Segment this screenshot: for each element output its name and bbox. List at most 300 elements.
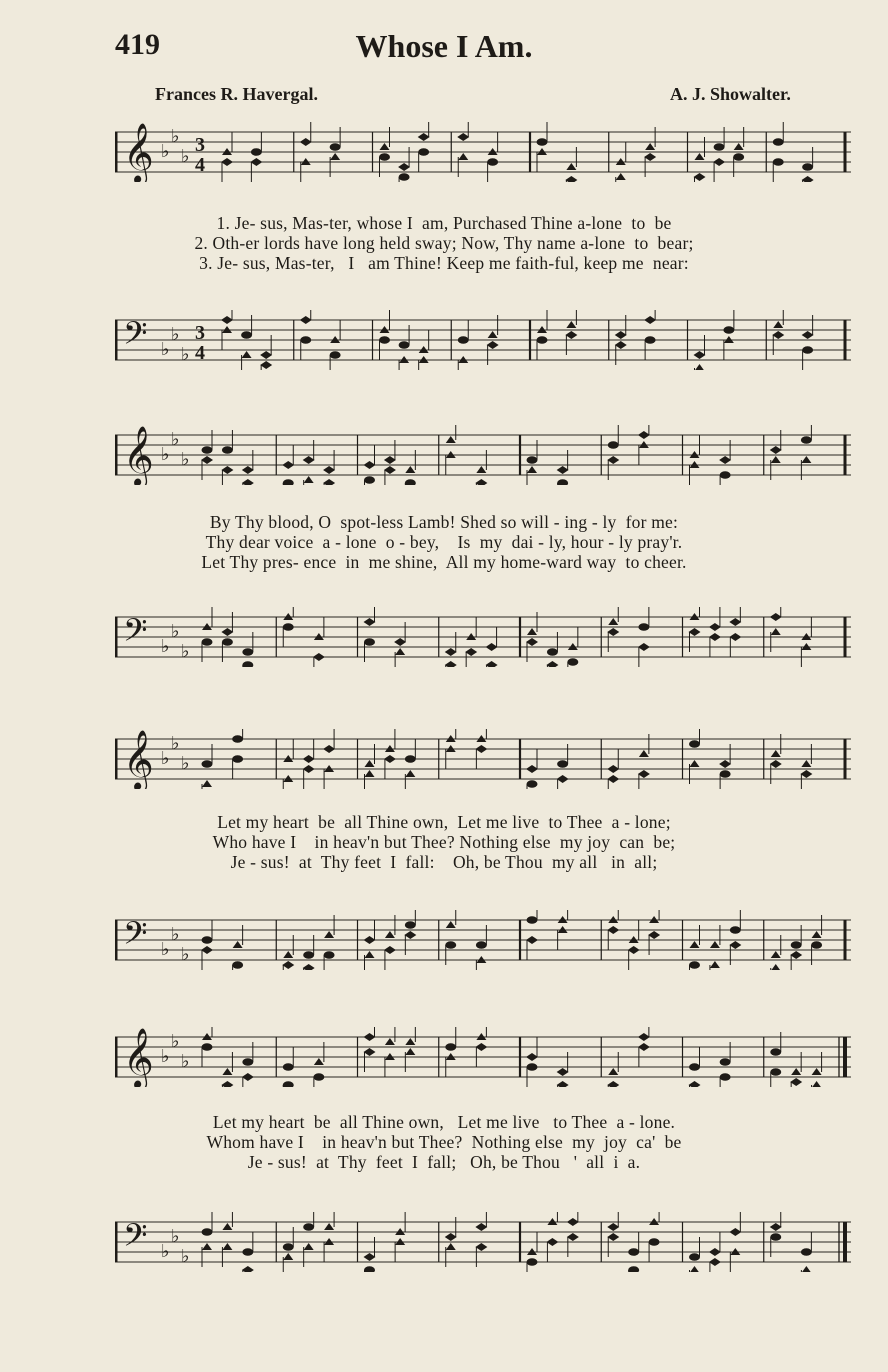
note-head-icon (567, 658, 578, 666)
system-1-lyrics (0, 213, 888, 273)
note-head-icon (313, 1073, 324, 1081)
note-head-icon (222, 1243, 232, 1250)
treble-clef-icon: 𝄞 (123, 123, 154, 182)
svg-text:3: 3 (195, 134, 205, 156)
note-head-icon (314, 1058, 324, 1065)
note-head-icon (689, 961, 700, 969)
note-head-icon (251, 148, 262, 156)
note-head-icon (771, 750, 781, 757)
note-head-icon (527, 1063, 538, 1071)
note-head-icon (241, 331, 252, 339)
note-head-icon (526, 936, 538, 944)
note-head-icon (773, 321, 783, 328)
note-head-icon (202, 936, 213, 944)
flat-icon: ♭ (161, 939, 170, 960)
note-head-icon (710, 941, 720, 948)
system-1-treble-staff (115, 122, 855, 182)
note-head-icon (242, 1266, 254, 1272)
note-head-icon (565, 331, 577, 339)
note-head-icon (324, 951, 335, 959)
note-head-icon (565, 176, 577, 182)
note-head-icon (790, 951, 802, 959)
note-head-icon (418, 148, 429, 156)
note-head-icon (770, 1233, 781, 1241)
note-head-icon (486, 661, 498, 667)
note-head-icon (282, 461, 294, 469)
bass-staff-lines (115, 1212, 855, 1272)
note-head-icon (384, 456, 396, 464)
note-head-icon (628, 1266, 639, 1272)
note-head-icon (557, 1068, 569, 1076)
note-head-icon (689, 740, 700, 748)
flat-icon: ♭ (181, 641, 190, 662)
note-head-icon (802, 346, 813, 354)
lyric-verse-1: Let my heart be all Thine own, Let me live to Thee a - lone; (217, 812, 671, 832)
note-head-icon (446, 921, 456, 928)
note-head-icon (527, 1258, 538, 1266)
note-head-icon (222, 1223, 232, 1230)
note-head-icon (324, 1223, 334, 1230)
note-head-icon (790, 1078, 802, 1086)
note-head-icon (645, 336, 656, 344)
note-head-icon (770, 760, 782, 768)
note-head-icon (709, 1258, 721, 1266)
note-head-icon (458, 153, 468, 160)
note-head-icon (304, 1243, 314, 1250)
note-head-icon (770, 1068, 781, 1076)
note-head-icon (537, 138, 548, 146)
note-head-icon (379, 336, 390, 344)
note-head-icon (242, 661, 253, 667)
note-head-icon (557, 479, 568, 485)
note-head-icon (527, 466, 537, 473)
note-head-icon (719, 456, 731, 464)
note-head-icon (649, 1238, 660, 1246)
note-head-icon (800, 770, 812, 778)
note-head-icon (242, 1073, 254, 1081)
note-head-icon (566, 321, 576, 328)
note-head-icon (720, 1073, 731, 1081)
note-head-icon (303, 755, 315, 763)
note-head-icon (283, 951, 293, 958)
flat-icon: ♭ (181, 1246, 190, 1267)
bass-clef-icon: 𝄢 (123, 1217, 148, 1261)
note-head-icon (714, 143, 725, 151)
note-head-icon (303, 951, 314, 959)
system-3-lyrics (0, 812, 888, 872)
note-head-icon (771, 628, 781, 635)
note-head-icon (395, 648, 405, 655)
system-2-bass-staff (115, 607, 855, 667)
lyric-verse-2: Who have I in heav'n but Thee? Nothing else my joy can be; (212, 832, 676, 852)
lyric-verse-3: Let Thy pres- ence in me shine, All my home-ward way to cheer. (201, 552, 687, 572)
note-head-icon (802, 163, 813, 171)
note-head-icon (405, 1038, 415, 1045)
note-head-icon (475, 745, 487, 753)
note-head-icon (404, 931, 416, 939)
note-head-icon (607, 1233, 619, 1241)
note-head-icon (242, 479, 254, 485)
flat-icon: ♭ (161, 636, 170, 657)
note-head-icon (615, 331, 627, 339)
note-head-icon (221, 316, 233, 324)
note-head-icon (770, 1223, 782, 1231)
note-head-icon (303, 964, 315, 970)
note-head-icon (380, 143, 390, 150)
note-head-icon (615, 341, 627, 349)
system-3-bass-staff (115, 910, 855, 970)
note-head-icon (323, 479, 335, 485)
note-head-icon (720, 471, 731, 479)
note-head-icon (811, 941, 822, 949)
page-number: 419 (115, 28, 160, 61)
note-head-icon (729, 633, 741, 641)
treble-staff-lines (115, 729, 855, 789)
note-head-icon (644, 153, 656, 161)
lyricist-credit: Frances R. Havergal. (155, 84, 318, 104)
note-head-icon (773, 138, 784, 146)
flat-icon: ♭ (171, 1226, 180, 1247)
note-head-icon (638, 431, 650, 439)
note-head-icon (487, 341, 499, 349)
note-head-icon (324, 931, 334, 938)
flat-icon: ♭ (171, 126, 180, 147)
note-head-icon (734, 143, 744, 150)
note-head-icon (232, 961, 243, 969)
note-head-icon (801, 1266, 811, 1272)
note-head-icon (628, 1248, 639, 1256)
flat-icon: ♭ (161, 339, 170, 360)
note-head-icon (457, 133, 469, 141)
note-head-icon (399, 173, 410, 181)
note-head-icon (710, 961, 720, 968)
lyric-verse-1: By Thy blood, O spot-less Lamb! Shed so will - ing - ly for me: (209, 512, 679, 532)
note-head-icon (689, 1253, 700, 1261)
note-head-icon (546, 661, 558, 667)
note-head-icon (445, 941, 456, 949)
note-head-icon (201, 946, 213, 954)
flat-icon: ♭ (171, 1031, 180, 1052)
note-head-icon (771, 456, 781, 463)
note-head-icon (233, 941, 243, 948)
note-head-icon (242, 648, 253, 656)
flat-icon: ♭ (161, 748, 170, 769)
note-head-icon (557, 1081, 569, 1087)
note-head-icon (323, 745, 335, 753)
treble-staff-lines (115, 1027, 855, 1087)
note-head-icon (202, 1228, 213, 1236)
note-head-icon (405, 466, 415, 473)
treble-clef-icon: 𝄞 (123, 1028, 154, 1087)
note-head-icon (405, 1048, 415, 1055)
treble-staff-lines (115, 425, 855, 485)
note-head-icon (801, 760, 811, 767)
note-head-icon (283, 479, 294, 485)
note-head-icon (303, 456, 315, 464)
note-head-icon (399, 341, 410, 349)
note-head-icon (689, 1063, 700, 1071)
note-head-icon (260, 351, 272, 359)
note-head-icon (283, 1243, 294, 1251)
note-head-icon (394, 638, 406, 646)
note-head-icon (405, 479, 416, 485)
note-head-icon (771, 964, 781, 970)
system-4-bass-staff (115, 1212, 855, 1272)
note-head-icon (695, 364, 705, 370)
note-head-icon (405, 755, 416, 763)
note-head-icon (557, 775, 569, 783)
note-head-icon (202, 1043, 213, 1051)
note-head-icon (222, 638, 233, 646)
note-head-icon (689, 1081, 701, 1087)
note-head-icon (812, 1068, 822, 1075)
note-head-icon (365, 770, 375, 777)
note-head-icon (608, 618, 618, 625)
note-head-icon (607, 775, 619, 783)
note-head-icon (527, 916, 538, 924)
note-head-icon (537, 336, 548, 344)
note-head-icon (202, 446, 213, 454)
note-head-icon (445, 1043, 456, 1051)
bass-staff-lines (115, 310, 855, 370)
note-head-icon (607, 628, 619, 636)
note-head-icon (566, 163, 576, 170)
flat-icon: ♭ (161, 141, 170, 162)
note-head-icon (526, 1053, 538, 1061)
note-head-icon (221, 628, 233, 636)
note-head-icon (729, 618, 741, 626)
note-head-icon (446, 436, 456, 443)
note-head-icon (384, 946, 396, 954)
flat-icon: ♭ (161, 1241, 170, 1262)
note-head-icon (330, 153, 340, 160)
note-head-icon (567, 1233, 579, 1241)
note-head-icon (405, 770, 415, 777)
note-head-icon (690, 1266, 700, 1272)
note-head-icon (607, 926, 619, 934)
note-head-icon (202, 638, 213, 646)
note-head-icon (527, 780, 538, 788)
note-head-icon (364, 618, 376, 626)
note-head-icon (242, 351, 252, 358)
note-head-icon (465, 648, 477, 656)
lyric-verse-2: Thy dear voice a - lone o - bey, Is my dai - ly, hour - ly pray'r. (205, 532, 683, 552)
note-head-icon (709, 633, 721, 641)
note-head-icon (418, 133, 430, 141)
note-head-icon (364, 1033, 376, 1041)
note-head-icon (771, 951, 781, 958)
hymn-title: Whose I Am. (355, 28, 533, 64)
flat-icon: ♭ (171, 324, 180, 345)
lyric-verse-1: 1. Je- sus, Mas-ter, whose I am, Purchased Thine a-lone to be (216, 213, 672, 233)
note-head-icon (729, 941, 741, 949)
lyric-verse-1: Let my heart be all Thine own, Let me live to Thee a - lone. (212, 1112, 676, 1132)
note-head-icon (364, 476, 375, 484)
note-head-icon (283, 1081, 294, 1087)
note-head-icon (364, 1048, 376, 1056)
note-head-icon (475, 1223, 487, 1231)
flat-icon: ♭ (171, 924, 180, 945)
note-head-icon (475, 1243, 487, 1251)
lyric-verse-3: Je - sus! at Thy feet I fall: Oh, be Thou my all in all; (230, 852, 658, 872)
note-head-icon (365, 760, 375, 767)
note-head-icon (730, 926, 741, 934)
note-head-icon (690, 760, 700, 767)
lyric-verse-2: Whom have I in heav'n but Thee? Nothing else my joy ca' be (206, 1132, 682, 1152)
note-head-icon (304, 476, 314, 483)
note-head-icon (770, 1048, 781, 1056)
note-head-icon (723, 326, 734, 334)
note-head-icon (250, 158, 262, 166)
note-head-icon (608, 1068, 618, 1075)
note-head-icon (475, 479, 487, 485)
note-head-icon (526, 638, 538, 646)
note-head-icon (202, 780, 212, 787)
note-head-icon (812, 931, 822, 938)
note-head-icon (709, 1248, 721, 1256)
note-head-icon (384, 466, 396, 474)
bass-clef-icon: 𝄢 (123, 612, 148, 656)
flat-icon: ♭ (171, 621, 180, 642)
note-head-icon (222, 446, 233, 454)
note-head-icon (791, 941, 802, 949)
note-head-icon (801, 436, 812, 444)
flat-icon: ♭ (181, 753, 190, 774)
note-head-icon (720, 1058, 731, 1066)
note-head-icon (242, 1248, 253, 1256)
note-head-icon (546, 1238, 558, 1246)
note-head-icon (202, 760, 213, 768)
note-head-icon (487, 158, 498, 166)
note-head-icon (638, 1043, 650, 1051)
system-2-lyrics (0, 512, 888, 572)
svg-text:3: 3 (195, 322, 205, 344)
note-head-icon (527, 456, 538, 464)
note-head-icon (567, 1218, 579, 1226)
flat-icon: ♭ (171, 733, 180, 754)
svg-text:4: 4 (195, 342, 205, 364)
note-head-icon (385, 1038, 395, 1045)
bass-staff-lines (115, 910, 855, 970)
flat-icon: ♭ (181, 449, 190, 470)
note-head-icon (283, 1253, 293, 1260)
system-1-bass-staff (115, 310, 855, 370)
system-2-treble-staff (115, 425, 855, 485)
note-head-icon (719, 760, 731, 768)
note-head-icon (330, 143, 341, 151)
bass-clef-icon: 𝄢 (123, 315, 148, 359)
note-head-icon (713, 158, 725, 166)
note-head-icon (384, 755, 396, 763)
note-head-icon (791, 1068, 801, 1075)
note-head-icon (232, 755, 243, 763)
note-head-icon (303, 1223, 314, 1231)
note-head-icon (365, 951, 375, 958)
note-head-icon (385, 931, 395, 938)
note-head-icon (282, 961, 294, 969)
note-head-icon (616, 173, 626, 180)
system-4-treble-staff (115, 1027, 855, 1087)
composer-credit: A. J. Showalter. (670, 84, 791, 104)
note-head-icon (801, 1248, 812, 1256)
note-head-icon (812, 1081, 822, 1087)
note-head-icon (476, 466, 486, 473)
note-head-icon (476, 941, 487, 949)
note-head-icon (445, 1233, 457, 1241)
note-head-icon (242, 466, 254, 474)
note-head-icon (628, 946, 640, 954)
note-head-icon (379, 153, 390, 161)
note-head-icon (638, 770, 650, 778)
treble-clef-icon: 𝄞 (123, 730, 154, 789)
note-head-icon (475, 1043, 487, 1051)
note-head-icon (364, 1266, 375, 1272)
note-head-icon (221, 466, 233, 474)
note-head-icon (644, 316, 656, 324)
note-head-icon (639, 750, 649, 757)
note-head-icon (300, 316, 312, 324)
note-head-icon (232, 735, 243, 743)
note-head-icon (695, 153, 705, 160)
note-head-icon (773, 158, 784, 166)
treble-clef-icon: 𝄞 (123, 426, 154, 485)
note-head-icon (607, 1081, 619, 1087)
note-head-icon (709, 623, 721, 631)
note-head-icon (201, 456, 213, 464)
lyric-verse-3: Je - sus! at Thy feet I fall; Oh, be Thou ' all i a. (247, 1152, 641, 1172)
note-head-icon (527, 628, 537, 635)
note-head-icon (557, 760, 568, 768)
note-head-icon (638, 623, 649, 631)
flat-icon: ♭ (161, 1046, 170, 1067)
note-head-icon (300, 336, 311, 344)
note-head-icon (607, 1223, 619, 1231)
note-head-icon (221, 158, 233, 166)
note-head-icon (729, 1228, 741, 1236)
note-head-icon (398, 163, 410, 171)
note-head-icon (364, 638, 375, 646)
note-head-icon (648, 931, 660, 939)
note-head-icon (323, 466, 335, 474)
note-head-icon (242, 1058, 253, 1066)
note-head-icon (645, 143, 655, 150)
note-head-icon (607, 765, 619, 773)
note-head-icon (608, 441, 619, 449)
note-head-icon (313, 653, 325, 661)
note-head-icon (720, 770, 731, 778)
note-head-icon (638, 643, 650, 651)
note-head-icon (303, 765, 315, 773)
flat-icon: ♭ (181, 344, 190, 365)
flat-icon: ♭ (161, 444, 170, 465)
note-head-icon (690, 941, 700, 948)
note-head-icon (364, 1253, 376, 1261)
note-head-icon (638, 1033, 650, 1041)
note-head-icon (364, 936, 376, 944)
note-head-icon (221, 1081, 233, 1087)
note-head-icon (526, 765, 538, 773)
lyric-verse-3: 3. Je- sus, Mas-ter, I am Thine! Keep me faith-ful, keep me near: (199, 253, 689, 273)
note-head-icon (364, 461, 376, 469)
note-head-icon (260, 361, 272, 369)
note-head-icon (547, 648, 558, 656)
flat-icon: ♭ (171, 429, 180, 450)
note-head-icon (802, 176, 814, 182)
note-head-icon (283, 623, 294, 631)
note-head-icon (446, 1243, 456, 1250)
note-head-icon (405, 921, 416, 929)
flat-icon: ♭ (181, 146, 190, 167)
